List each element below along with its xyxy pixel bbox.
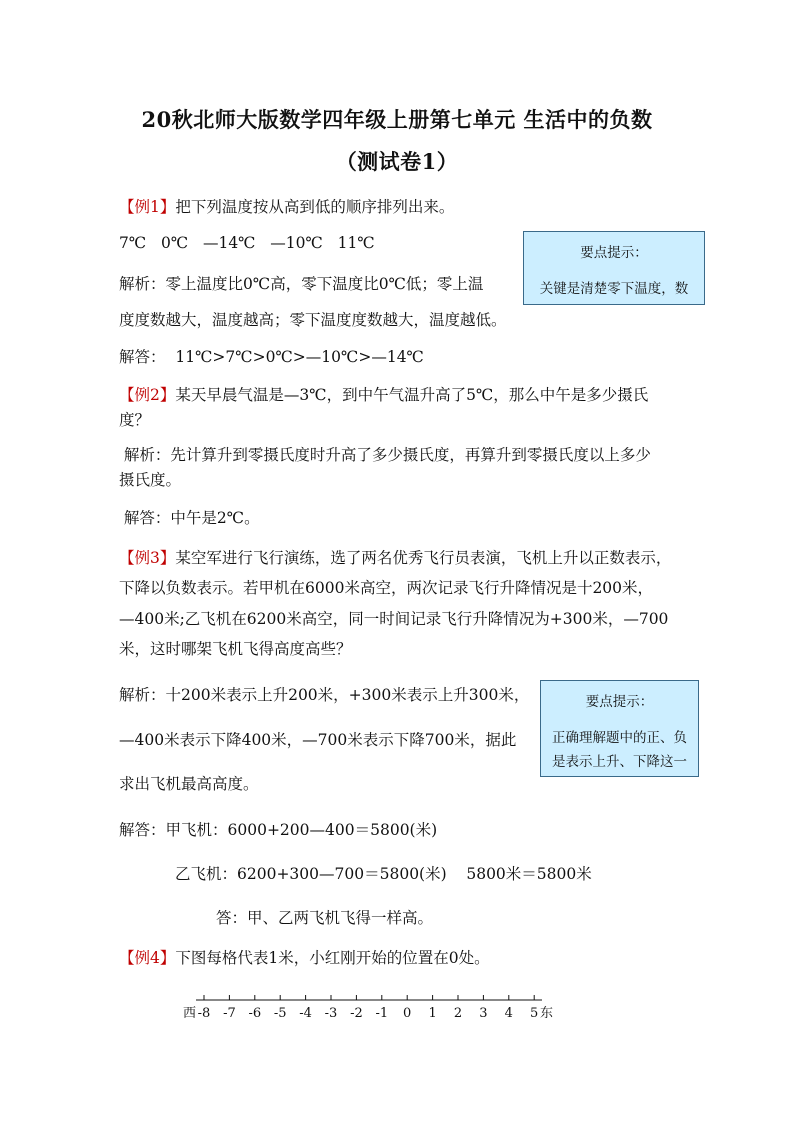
number-line-tick-label: 4 — [504, 1006, 513, 1021]
number-line-tick-label: 2 — [453, 1006, 463, 1021]
example-4-tag: 【例4】 — [119, 949, 176, 967]
example-3-answer-line-2: 乙飞机：6200+300—700＝5800(米) 5800米＝5800米 — [175, 865, 592, 883]
number-line-tick-label: -7 — [223, 1006, 236, 1021]
example-1-tag: 【例1】 — [119, 198, 176, 216]
document-title: 20秋北师大版数学四年级上册第七单元 生活中的负数 — [141, 107, 653, 132]
example-1-question-text: 把下列温度按从高到低的顺序排列出来。 — [175, 198, 455, 216]
example-2-analysis-line-1: 解析：先计算升到零摄氏度时升高了多少摄氏度，再算升到零摄氏度以上多少 — [119, 446, 651, 464]
example-1-answer: 解答： 11℃>7℃>0℃>—10℃>—14℃ — [119, 348, 424, 366]
number-line-tick-label: -1 — [375, 1006, 389, 1021]
number-line-tick-label: 3 — [479, 1006, 488, 1021]
example-3-analysis-line-3: 求出飞机最高高度。 — [119, 775, 259, 793]
example-3-question-text: 某空军进行飞行演练，选了两名优秀飞行员表演，飞机上升以正数表示， — [175, 549, 672, 567]
example-3-analysis-line-2: —400米表示下降400米，—700米表示下降700米，据此 — [119, 731, 517, 749]
axis-west-label: 西 — [183, 1006, 197, 1021]
number-line-tick-label: -6 — [248, 1006, 262, 1021]
example-3-question-line-3: —400米;乙飞机在6200米高空，同一时间记录飞行升降情况为+300米，—700 — [119, 610, 669, 628]
example-1-temperatures: 7℃ 0℃ —14℃ —10℃ 11℃ — [119, 234, 375, 252]
example-2-answer: 解答：中午是2℃。 — [119, 509, 260, 527]
number-line-tick-label: 1 — [428, 1006, 437, 1021]
document-subtitle: （测试卷1） — [335, 149, 459, 174]
example-2-question-text: 某天早晨气温是—3℃，到中午气温升高了5℃，那么中午是多少摄氏 — [175, 386, 649, 404]
example-1-tip-title: 要点提示： — [580, 245, 648, 261]
number-line-tick-label: -4 — [299, 1006, 312, 1021]
number-line-tick-label: -3 — [324, 1006, 338, 1021]
example-2-tag: 【例2】 — [119, 386, 176, 404]
example-1-analysis-line-2: 度度数越大，温度越高；零下温度度数越大，温度越低。 — [119, 311, 507, 329]
number-line-ticks — [198, 995, 539, 1021]
example-1-tip-text: 关键是清楚零下温度，数 — [539, 281, 689, 297]
example-3-answer-line-3: 答：甲、乙两飞机飞得一样高。 — [216, 909, 434, 927]
number-line-tick-label: -5 — [273, 1006, 287, 1021]
example-3-answer-line-1: 解答：甲飞机：6000+200—400＝5800(米) — [119, 821, 438, 839]
example-3-tag: 【例3】 — [119, 549, 176, 567]
number-line-tick-label: 0 — [403, 1006, 412, 1021]
axis-east-label: 东 — [540, 1006, 554, 1021]
example-3-tip-title: 要点提示： — [585, 694, 654, 710]
number-line-tick-label: -2 — [350, 1006, 363, 1021]
number-line-tick-label: 5 — [530, 1006, 539, 1021]
example-2-question-line-2: 度？ — [119, 411, 151, 429]
example-1-analysis-line-1: 解析：零上温度比0℃高，零下温度比0℃低；零上温 — [119, 275, 484, 293]
example-3-question-line-2: 下降以负数表示。若甲机在6000米高空，两次记录飞行升降情况是十200米， — [119, 579, 654, 597]
example-4-question-text: 下图每格代表1米，小红刚开始的位置在0处。 — [175, 949, 490, 967]
number-line-tick-label: -8 — [197, 1006, 211, 1021]
example-3-tip-text-1: 正确理解题中的正、负 — [552, 730, 687, 746]
example-3-analysis-line-1: 解析：十200米表示上升200米，+300米表示上升300米， — [119, 686, 530, 704]
example-2-analysis-line-2: 摄氏度。 — [119, 471, 182, 489]
example-3-tip-text-2: 是表示上升、下降这一 — [552, 754, 687, 770]
example-3-question-line-4: 米，这时哪架飞机飞得高度高些？ — [119, 640, 352, 658]
